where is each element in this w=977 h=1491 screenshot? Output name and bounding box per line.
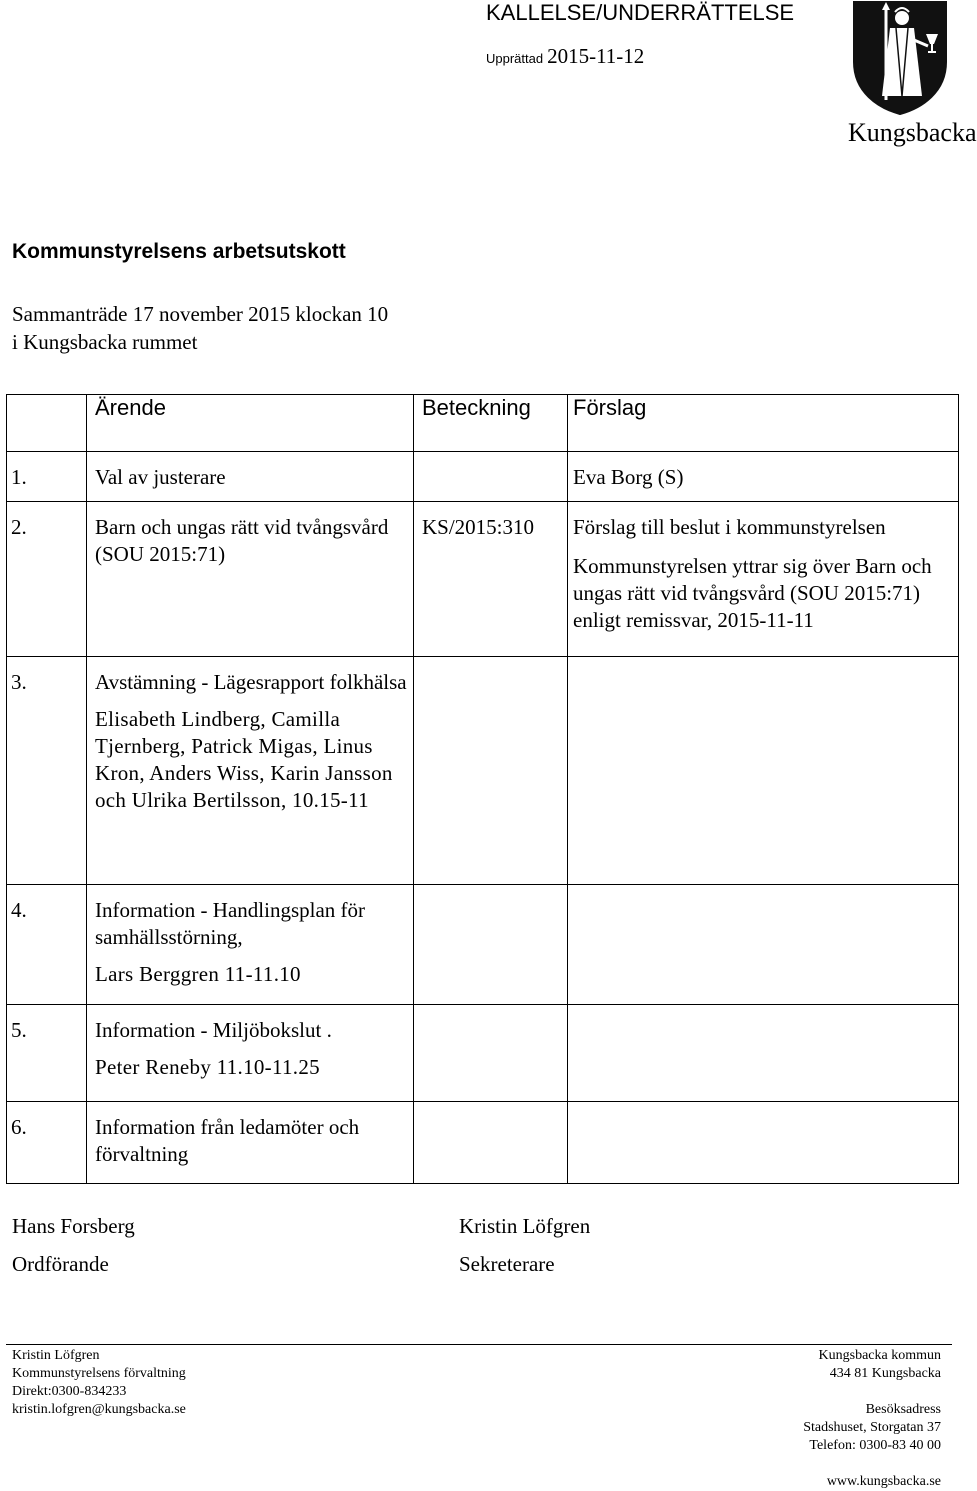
header-arende: Ärende — [87, 395, 414, 452]
table-row — [7, 502, 959, 657]
table-row — [7, 1102, 959, 1184]
table-row — [7, 657, 959, 885]
secretary-role: Sekreterare — [459, 1252, 555, 1276]
table-row — [7, 885, 959, 1005]
meeting-info — [12, 300, 388, 356]
row-number: 6. — [7, 1102, 87, 1184]
row-title: Avstämning - Lägesrapport folkhälsa — [95, 670, 407, 694]
footer-divider — [6, 1344, 952, 1345]
footer-website: www.kungsbacka.se — [826, 1474, 941, 1489]
chair-name: Hans Forsberg — [12, 1214, 135, 1238]
row-number: 5. — [7, 1005, 87, 1102]
row-number: 3. — [7, 657, 87, 885]
row-proposal-cell — [568, 502, 959, 657]
row-title: Information - Handlingsplan för samhällsstörning, — [95, 898, 366, 949]
row-proposal: Förslag till beslut i kommunstyrelsen — [573, 515, 886, 539]
header-beteckning: Beteckning — [414, 395, 568, 452]
footer-contact-name: Kristin Löfgren — [12, 1348, 100, 1363]
table-row — [7, 1005, 959, 1102]
logo-text: Kungsbacka — [848, 118, 977, 147]
footer-contact-phone: Direkt:0300-834233 — [12, 1384, 127, 1399]
row-proposal — [568, 885, 959, 1005]
row-number: 2. — [7, 502, 87, 657]
row-number: 1. — [7, 452, 87, 502]
row-reference — [414, 657, 568, 885]
row-reference: KS/2015:310 — [414, 502, 568, 657]
row-presenters: Peter Reneby 11.10-11.25 — [95, 1055, 320, 1079]
row-title: Information från ledamöter och förvaltning — [87, 1102, 414, 1184]
row-proposal — [568, 1102, 959, 1184]
secretary-name: Kristin Löfgren — [459, 1214, 591, 1238]
row-proposal-detail: Kommunstyrelsen yttrar sig över Barn och ungas rätt vid tvångsvård (SOU 2015:71) enligt remissvar, 2015-11-11 — [573, 554, 932, 632]
footer-visit-label: Besöksadress — [865, 1402, 941, 1417]
kungsbacka-logo — [838, 0, 977, 152]
document-type: KALLELSE/UNDERRÄTTELSE — [486, 0, 795, 25]
footer-contact-email: kristin.lofgren@kungsbacka.se — [12, 1402, 186, 1417]
committee-title: Kommunstyrelsens arbetsutskott — [12, 240, 346, 263]
row-content — [87, 657, 414, 885]
footer-postal: 434 81 Kungsbacka — [829, 1366, 941, 1381]
row-title: Information - Miljöbokslut . — [95, 1018, 332, 1042]
row-title: Val av justerare — [87, 452, 414, 502]
row-proposal: Eva Borg (S) — [568, 452, 959, 502]
chair-role: Ordförande — [12, 1252, 109, 1276]
meeting-date-line: Sammanträde 17 november 2015 klockan 10 — [12, 302, 389, 326]
row-presenters: Lars Berggren 11-11.10 — [95, 962, 301, 986]
row-content — [87, 1005, 414, 1102]
row-reference — [414, 1005, 568, 1102]
table-header-row — [7, 395, 959, 452]
footer-contact-dept: Kommunstyrelsens förvaltning — [12, 1366, 186, 1381]
header-forslag: Förslag — [568, 395, 959, 452]
row-reference — [414, 1102, 568, 1184]
row-reference — [414, 885, 568, 1005]
footer-visit-address: Stadshuset, Storgatan 37 — [803, 1420, 941, 1435]
footer-address — [803, 1347, 941, 1491]
row-content — [87, 885, 414, 1005]
footer-phone: Telefon: 0300-83 40 00 — [809, 1438, 941, 1453]
coat-of-arms-icon — [852, 0, 948, 116]
row-number: 4. — [7, 885, 87, 1005]
agenda-table — [6, 394, 959, 1184]
row-title: Barn och ungas rätt vid tvångsvård (SOU 2015:71) — [87, 502, 414, 657]
meeting-location-line: i Kungsbacka rummet — [12, 330, 198, 354]
created-label: Upprättad — [486, 51, 544, 66]
table-row — [7, 452, 959, 502]
header-number-cell — [7, 395, 87, 452]
created-date: 2015-11-12 — [547, 44, 645, 68]
row-reference — [414, 452, 568, 502]
footer-org: Kungsbacka kommun — [818, 1348, 941, 1363]
created-date-line — [486, 44, 644, 69]
row-proposal — [568, 1005, 959, 1102]
footer-contact — [12, 1347, 186, 1419]
row-proposal — [568, 657, 959, 885]
row-presenters: Elisabeth Lindberg, Camilla Tjernberg, Patrick Migas, Linus Kron, Anders Wiss, Karin Jansson och Ulrika Bertilsson, 10.15-11 — [95, 707, 393, 812]
